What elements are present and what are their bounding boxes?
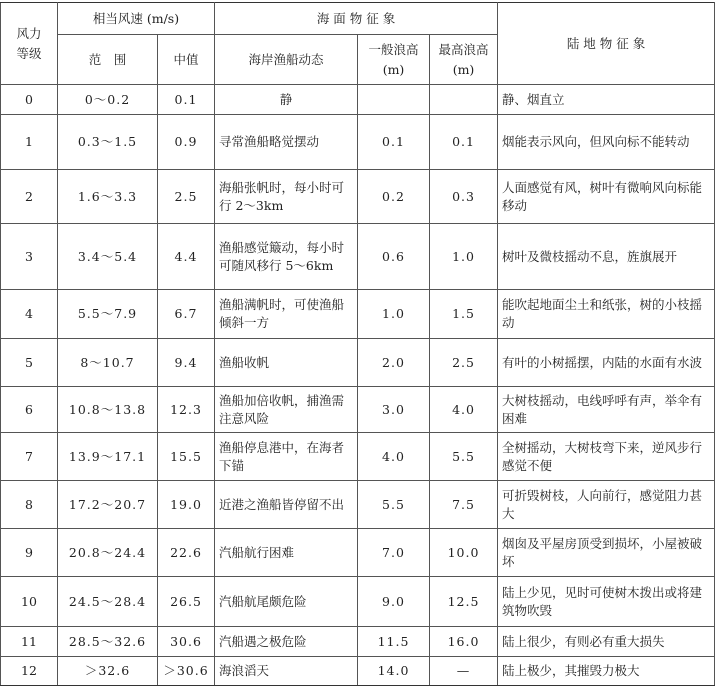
mid-cell: 26.5 [158, 577, 215, 627]
level-cell: 5 [1, 339, 58, 387]
land-cell: 陆上少见，见时可使树木拨出或将建筑物吹毁 [498, 577, 715, 627]
mid-cell: 19.0 [158, 481, 215, 529]
wave-avg-cell: 3.0 [358, 387, 430, 433]
header-mid: 中值 [158, 35, 215, 85]
table-row [1, 170, 715, 224]
level-cell: 11 [1, 627, 58, 657]
wave-max-cell [430, 85, 498, 115]
wave-avg-cell [358, 85, 430, 115]
table-row [1, 627, 715, 657]
wave-max-cell: 10.0 [430, 529, 498, 577]
fishing-cell: 汽船航行困难 [215, 529, 358, 577]
range-cell: 24.5～28.4 [58, 577, 158, 627]
mid-cell: 9.4 [158, 339, 215, 387]
mid-cell: 12.3 [158, 387, 215, 433]
table-row [1, 224, 715, 290]
mid-cell: 22.6 [158, 529, 215, 577]
beaufort-scale-table [0, 2, 715, 686]
wave-avg-cell: 4.0 [358, 433, 430, 481]
range-cell: 28.5～32.6 [58, 627, 158, 657]
wave-avg-cell: 7.0 [358, 529, 430, 577]
mid-cell: 0.1 [158, 85, 215, 115]
header-fishing: 海岸渔船动态 [215, 35, 358, 85]
land-cell: 树叶及微枝摇动不息，旌旗展开 [498, 224, 715, 290]
wave-avg-cell: 0.1 [358, 115, 430, 170]
land-cell: 能吹起地面尘土和纸张，树的小枝摇动 [498, 290, 715, 339]
level-cell: 8 [1, 481, 58, 529]
table-row [1, 657, 715, 686]
range-cell: 20.8～24.4 [58, 529, 158, 577]
wave-avg-cell: 0.6 [358, 224, 430, 290]
fishing-cell: 近港之渔船皆停留不出 [215, 481, 358, 529]
land-cell: 陆上极少，其摧毁力极大 [498, 657, 715, 686]
wave-avg-cell: 9.0 [358, 577, 430, 627]
mid-cell: 2.5 [158, 170, 215, 224]
header-speed-group: 相当风速 (m/s) [58, 3, 215, 35]
range-cell: 1.6～3.3 [58, 170, 158, 224]
fishing-cell: 静 [215, 85, 358, 115]
wave-max-cell: 1.0 [430, 224, 498, 290]
fishing-cell: 渔船感觉簸动，每小时可随风移行 5～6km [215, 224, 358, 290]
header-range: 范 围 [58, 35, 158, 85]
wave-avg-cell: 2.0 [358, 339, 430, 387]
land-cell: 陆上很少，有则必有重大损失 [498, 627, 715, 657]
table-row [1, 433, 715, 481]
table-row [1, 387, 715, 433]
wave-max-cell: 4.0 [430, 387, 498, 433]
level-cell: 9 [1, 529, 58, 577]
wave-max-cell: 0.1 [430, 115, 498, 170]
level-cell: 6 [1, 387, 58, 433]
land-cell: 有叶的小树摇摆，内陆的水面有水波 [498, 339, 715, 387]
mid-cell: 6.7 [158, 290, 215, 339]
table-row [1, 290, 715, 339]
range-cell: ＞32.6 [58, 657, 158, 686]
level-cell: 2 [1, 170, 58, 224]
fishing-cell: 海船张帆时，每小时可行 2～3km [215, 170, 358, 224]
mid-cell: 15.5 [158, 433, 215, 481]
wave-max-cell: 5.5 [430, 433, 498, 481]
fishing-cell: 渔船收帆 [215, 339, 358, 387]
range-cell: 5.5～7.9 [58, 290, 158, 339]
land-cell: 烟囱及平屋房顶受到损坏，小屋被破坏 [498, 529, 715, 577]
header-sea-group: 海 面 物 征 象 [215, 3, 498, 35]
wave-avg-cell: 5.5 [358, 481, 430, 529]
level-cell: 3 [1, 224, 58, 290]
level-cell: 4 [1, 290, 58, 339]
wave-max-cell: — [430, 657, 498, 686]
table-row [1, 115, 715, 170]
range-cell: 17.2～20.7 [58, 481, 158, 529]
mid-cell: 4.4 [158, 224, 215, 290]
level-cell: 1 [1, 115, 58, 170]
land-cell: 可折毁树枝，人向前行，感觉阻力甚大 [498, 481, 715, 529]
header-level: 风力 等级 [1, 3, 58, 85]
wave-max-cell: 0.3 [430, 170, 498, 224]
fishing-cell: 渔船停息港中，在海者下锚 [215, 433, 358, 481]
mid-cell: 0.9 [158, 115, 215, 170]
wave-avg-cell: 1.0 [358, 290, 430, 339]
range-cell: 13.9～17.1 [58, 433, 158, 481]
range-cell: 0～0.2 [58, 85, 158, 115]
wave-avg-cell: 14.0 [358, 657, 430, 686]
table-row [1, 577, 715, 627]
header-land: 陆 地 物 征 象 [498, 3, 715, 85]
land-cell: 大树枝摇动，电线呼呼有声，举伞有困难 [498, 387, 715, 433]
table-row [1, 339, 715, 387]
level-cell: 0 [1, 85, 58, 115]
fishing-cell: 汽船航尾颇危险 [215, 577, 358, 627]
wave-max-cell: 7.5 [430, 481, 498, 529]
header-wave-avg: 一般浪高 (m) [358, 35, 430, 85]
range-cell: 3.4～5.4 [58, 224, 158, 290]
wave-avg-cell: 11.5 [358, 627, 430, 657]
level-cell: 7 [1, 433, 58, 481]
mid-cell: 30.6 [158, 627, 215, 657]
range-cell: 0.3～1.5 [58, 115, 158, 170]
level-cell: 12 [1, 657, 58, 686]
wave-max-cell: 12.5 [430, 577, 498, 627]
table-row [1, 529, 715, 577]
wave-max-cell: 2.5 [430, 339, 498, 387]
land-cell: 烟能表示风向，但风向标不能转动 [498, 115, 715, 170]
header-wave-max: 最高浪高 (m) [430, 35, 498, 85]
range-cell: 8～10.7 [58, 339, 158, 387]
wave-max-cell: 16.0 [430, 627, 498, 657]
range-cell: 10.8～13.8 [58, 387, 158, 433]
land-cell: 人面感觉有风，树叶有微响风向标能移动 [498, 170, 715, 224]
mid-cell: ＞30.6 [158, 657, 215, 686]
fishing-cell: 寻常渔船略觉摆动 [215, 115, 358, 170]
wave-avg-cell: 0.2 [358, 170, 430, 224]
fishing-cell: 汽船遇之极危险 [215, 627, 358, 657]
fishing-cell: 渔船加倍收帆，捕渔需注意风险 [215, 387, 358, 433]
level-cell: 10 [1, 577, 58, 627]
table-row [1, 85, 715, 115]
table-row [1, 481, 715, 529]
fishing-cell: 海浪滔天 [215, 657, 358, 686]
land-cell: 全树摇动，大树枝弯下来，逆风步行感觉不便 [498, 433, 715, 481]
land-cell: 静、烟直立 [498, 85, 715, 115]
wave-max-cell: 1.5 [430, 290, 498, 339]
fishing-cell: 渔船满帆时，可使渔船倾斜一方 [215, 290, 358, 339]
